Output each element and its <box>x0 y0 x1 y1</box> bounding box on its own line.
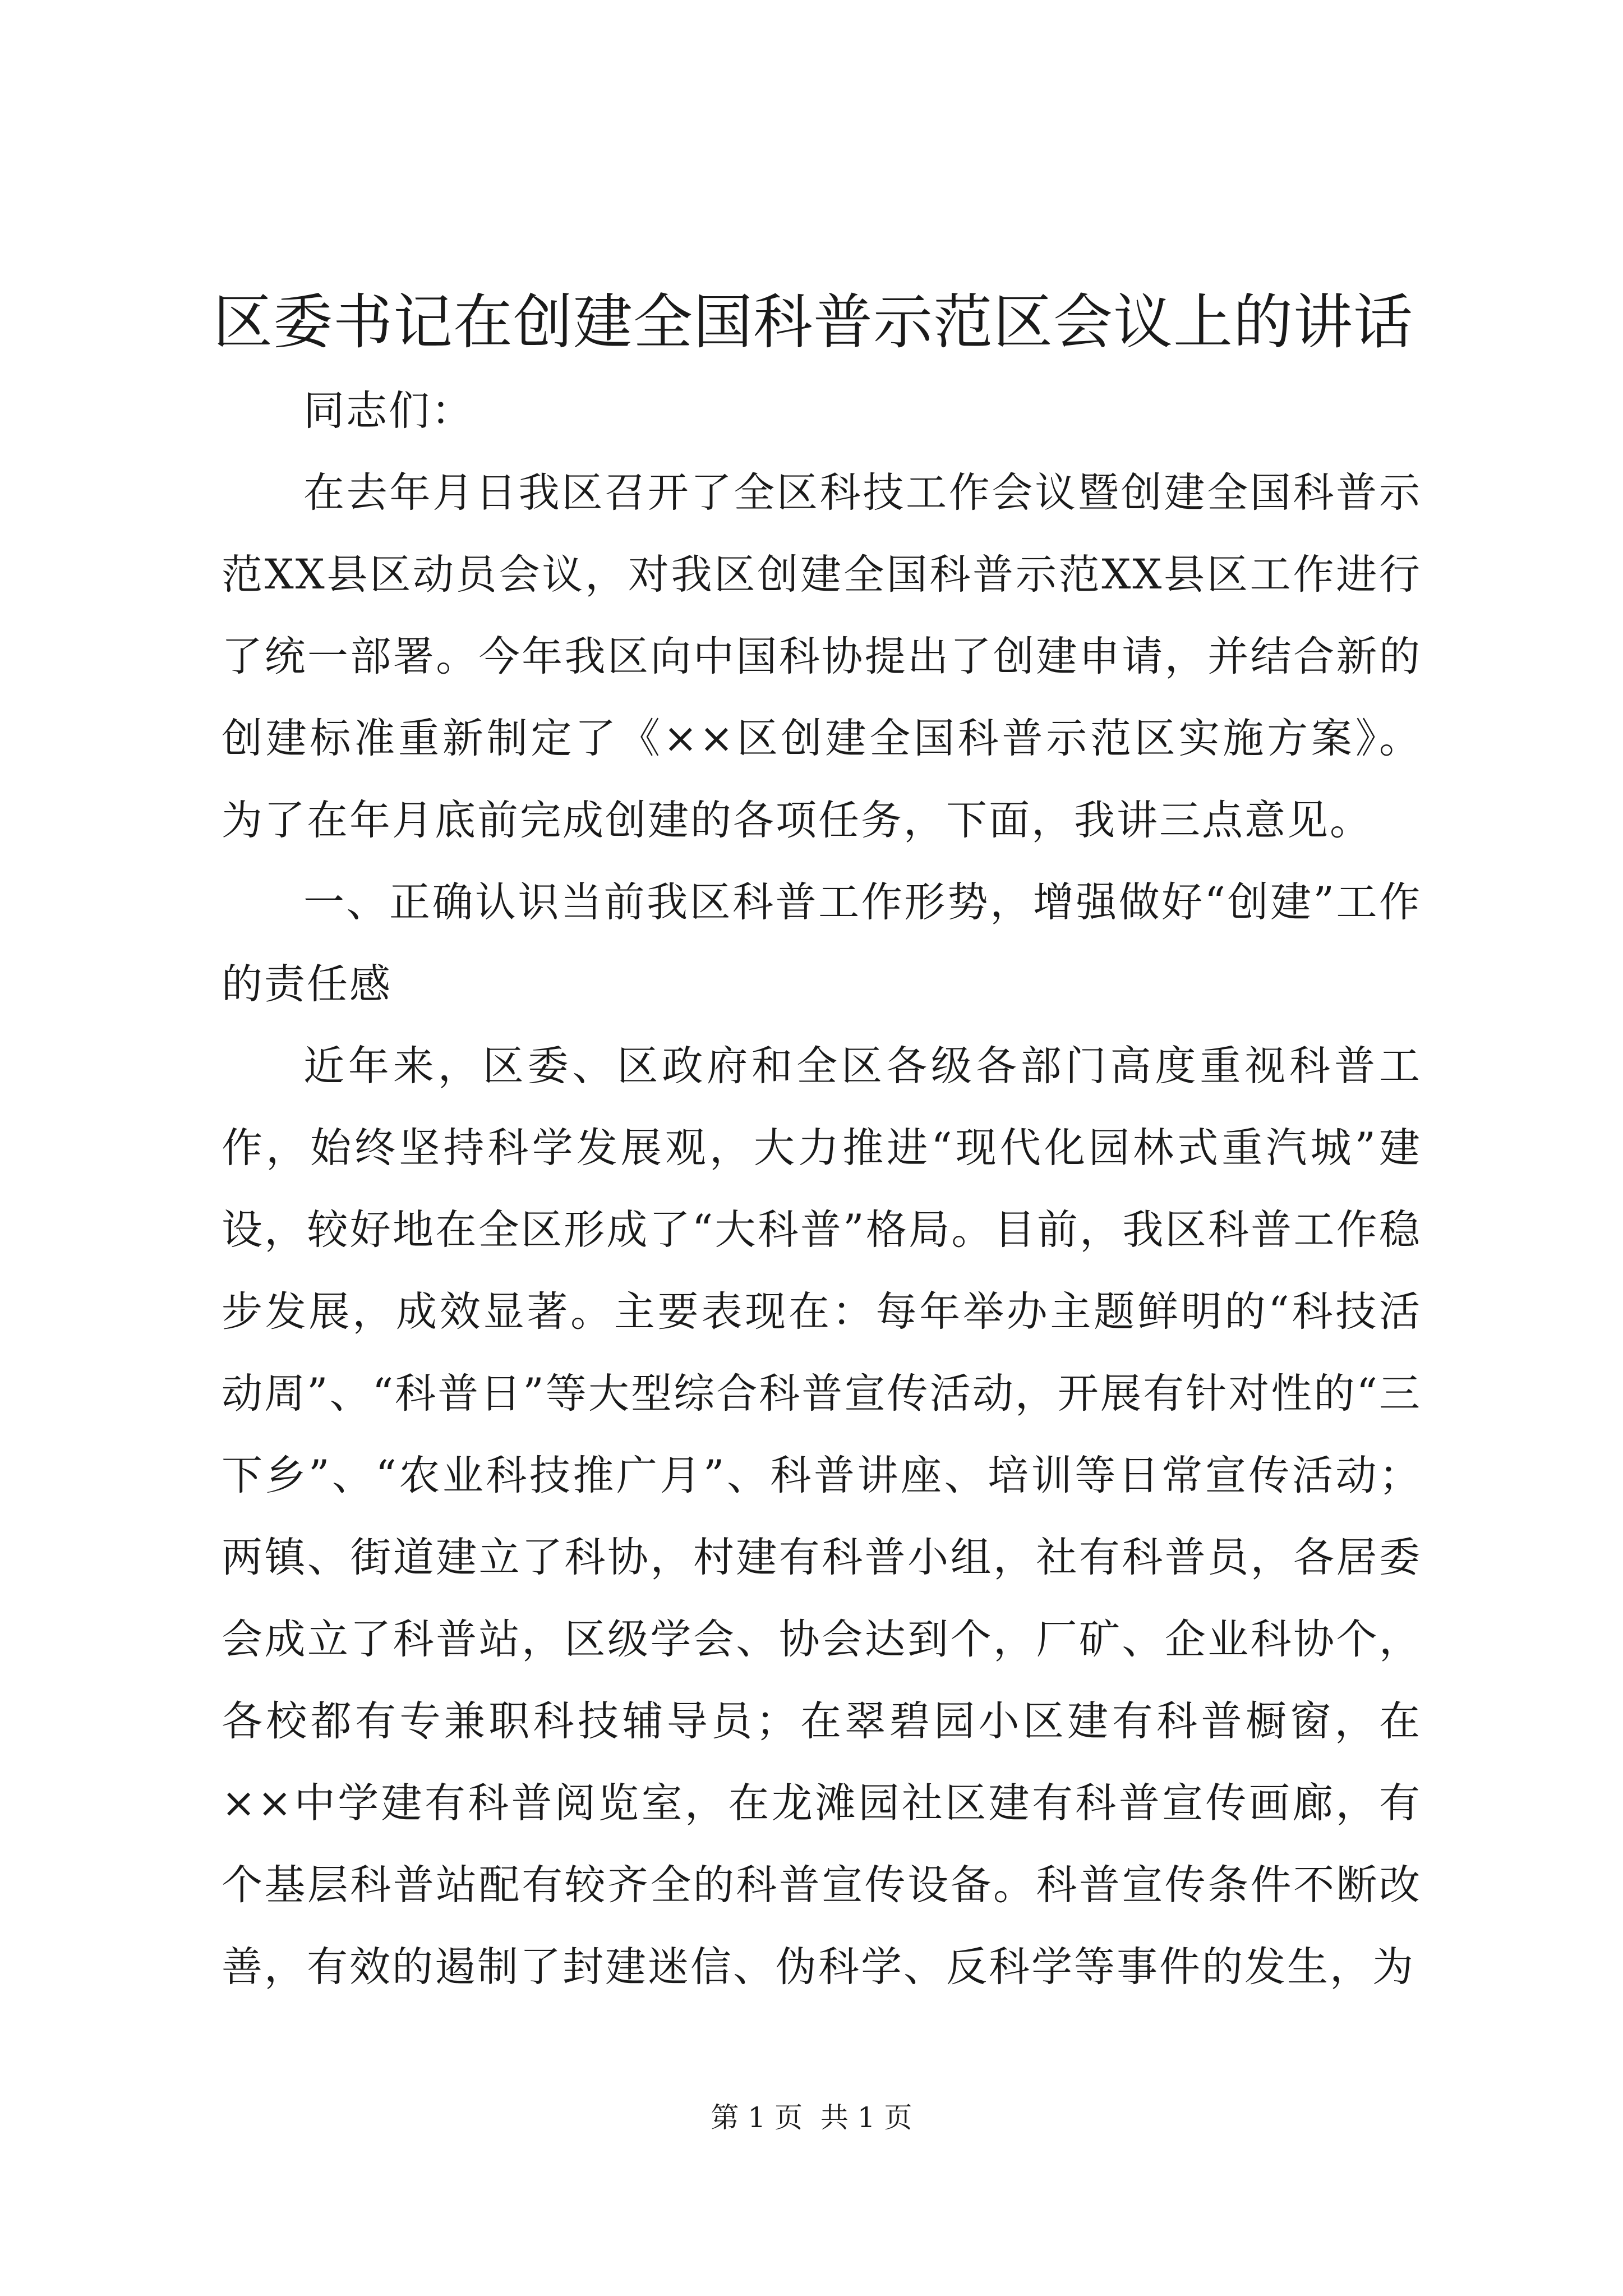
paragraph-intro: 在去年月日我区召开了全区科技工作会议暨创建全国科普示范XX县区动员会议，对我区创建全国科普示范XX县区工作进行了统一部署。今年我区向中国科协提出了创建申请，并结合新的创建标准重新制定了《××区创建全国科普示范区实施方案》。为了在年月底前完成创建的各项任务，下面，我讲三点意见。 <box>222 469 1422 844</box>
paragraph-section-1-body: 近年来，区委、区政府和全区各级各部门高度重视科普工作，始终坚持科学发展观，大力推进“现代化园林式重汽城”建设，较好地在全区形成了“大科普”格局。目前，我区科普工作稳步发展，成效显著。主要表现在：每年举办主题鲜明的“科技活动周”、“科普日”等大型综合科普宣传活动，开展有针对性的“三下乡”、“农业科技推广月”、科普讲座、培训等日常宣传活动；两镇、街道建立了科协，村建有科普小组，社有科普员，各居委会成立了科普站，区级学会、协会达到个，厂矿、企业科协个，各校都有专兼职科技辅导员；在翠碧园小区建有科普橱窗，在××中学建有科普阅览室，在龙滩园社区建有科普宣传画廊，有个基层科普站配有较齐全的科普宣传设备。科普宣传条件不断改善，有效的遏制了封建迷信、伪科学、反科学等事件的发生，为 <box>222 1042 1422 1991</box>
page-footer: 第 1 页 共 1 页 <box>711 2101 912 2134</box>
document-body <box>222 370 1422 2008</box>
section-heading-1: 一、正确认识当前我区科普工作形势，增强做好“创建”工作的责任感 <box>222 878 1422 1008</box>
document-title: 区委书记在创建全国科普示范区会议上的讲话 <box>213 288 1413 357</box>
paragraph-salutation: 同志们： <box>303 387 474 435</box>
